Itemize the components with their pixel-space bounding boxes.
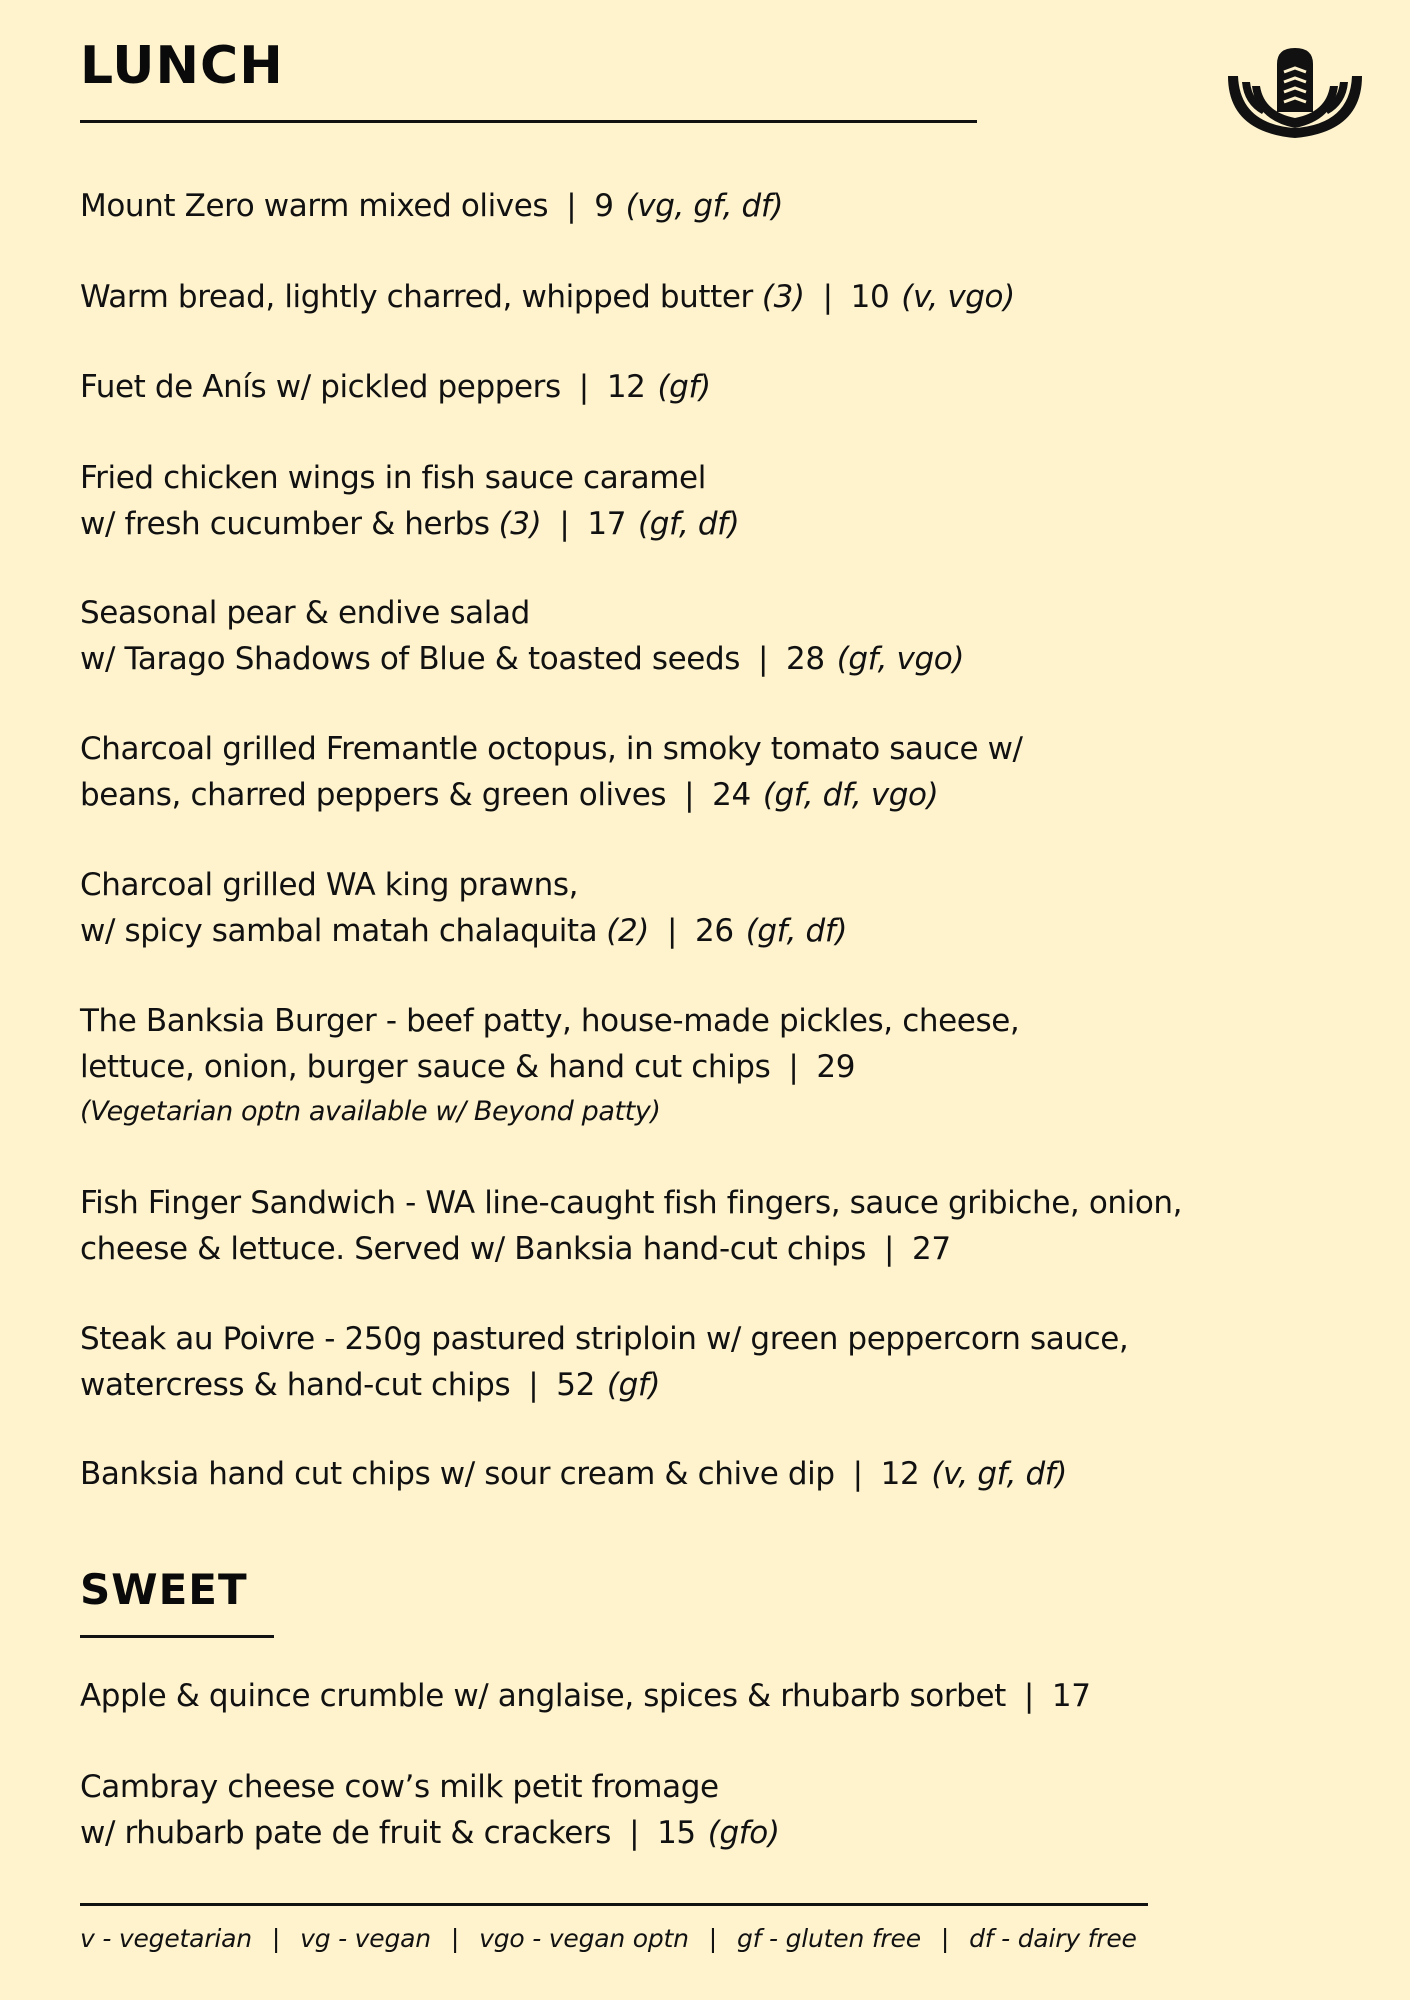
menu-item-dietary-tags: (gf, df) <box>638 506 740 542</box>
menu-item-price: 24 <box>712 777 751 813</box>
menu-item-price: 26 <box>695 913 734 949</box>
menu-item-price: 12 <box>880 1456 920 1492</box>
legend-separator: | <box>940 1924 950 1953</box>
menu-item <box>80 1180 1182 1272</box>
menu-item-quantity: (3) <box>761 279 805 315</box>
legend-entry: df - dairy free <box>969 1924 1137 1953</box>
menu-item <box>80 1673 1103 1719</box>
legend-separator: | <box>450 1924 460 1953</box>
menu-item <box>80 364 711 410</box>
menu-item <box>80 726 1023 818</box>
price-separator: | <box>788 1049 799 1085</box>
legend-separator: | <box>708 1924 718 1953</box>
menu-item-line <box>80 636 964 682</box>
menu-item-description: Fuet de Anís w/ pickled peppers <box>80 369 561 405</box>
menu-item-line <box>80 1362 1128 1408</box>
menu-item-price: 52 <box>556 1367 595 1403</box>
menu-item-dietary-tags: (gfo) <box>707 1815 780 1851</box>
menu-item-price: 9 <box>594 188 614 224</box>
menu-item-line <box>80 455 739 501</box>
menu-item-description: Charcoal grilled Fremantle octopus, in smoky tomato sauce w/ <box>80 731 1023 767</box>
menu-item-line <box>80 1044 1019 1090</box>
menu-item <box>80 455 739 547</box>
price-separator: | <box>852 1456 863 1492</box>
menu-item-line <box>80 862 847 908</box>
menu-item-description: Steak au Poivre - 250g pastured striploin w/ green peppercorn sauce, <box>80 1321 1129 1357</box>
menu-item-line <box>80 1451 1067 1497</box>
menu-item-line <box>80 364 711 410</box>
menu-item-description: Apple & quince crumble w/ anglaise, spices & rhubarb sorbet <box>80 1678 1006 1714</box>
menu-item-price: 17 <box>1051 1678 1091 1714</box>
menu-item-price: 28 <box>786 641 825 677</box>
menu-item-price: 12 <box>606 369 646 405</box>
menu-item-price: 10 <box>850 279 890 315</box>
legend-entry: vgo - vegan optn <box>479 1924 689 1953</box>
menu-item-description: lettuce, onion, burger sauce & hand cut chips <box>80 1049 771 1085</box>
menu-item-description: The Banksia Burger - beef patty, house-made pickles, cheese, <box>80 1003 1020 1039</box>
menu-item-line <box>80 1673 1103 1719</box>
menu-item-line <box>80 726 1023 772</box>
menu-item-line <box>80 183 783 229</box>
menu-item-dietary-tags: (vg, gf, df) <box>625 188 784 224</box>
lunch-heading: LUNCH <box>80 36 284 96</box>
menu-item-line <box>80 908 847 954</box>
menu-item-line <box>80 1316 1128 1362</box>
menu-item-line <box>80 501 739 547</box>
lunch-heading-rule <box>80 120 977 123</box>
menu-item-price: 29 <box>816 1049 856 1085</box>
menu-item <box>80 1764 780 1856</box>
menu-item <box>80 1316 1128 1408</box>
menu-item-description: Warm bread, lightly charred, whipped butter <box>80 279 753 315</box>
price-separator: | <box>578 369 589 405</box>
menu-item-line <box>80 1180 1182 1226</box>
price-separator: | <box>1023 1678 1034 1714</box>
legend-entry: vg - vegan <box>300 1924 431 1953</box>
menu-item-description: Fish Finger Sandwich - WA line-caught fish fingers, sauce gribiche, onion, <box>80 1185 1183 1221</box>
menu-item-line <box>80 1810 780 1856</box>
price-separator: | <box>566 188 577 224</box>
menu-item <box>80 998 1019 1134</box>
menu-item-quantity: (2) <box>606 913 649 949</box>
menu-item-dietary-tags: (v, gf, df) <box>931 1456 1067 1492</box>
menu-item-description: w/ spicy sambal matah chalaquita <box>80 913 598 949</box>
price-separator: | <box>629 1815 640 1851</box>
menu-item-description: Cambray cheese cow’s milk petit fromage <box>80 1769 719 1805</box>
price-separator: | <box>666 913 678 949</box>
legend-entry: gf - gluten free <box>737 1924 921 1953</box>
menu-item-dietary-tags: (v, vgo) <box>901 279 1015 315</box>
menu-item-line <box>80 590 964 636</box>
price-separator: | <box>883 1231 895 1267</box>
menu-item-description: w/ fresh cucumber & herbs <box>80 506 490 542</box>
legend-separator: | <box>271 1924 281 1953</box>
menu-item <box>80 274 1015 320</box>
footer-rule <box>80 1903 1148 1906</box>
sweet-heading-rule <box>80 1635 274 1638</box>
menu-item <box>80 862 847 954</box>
menu-item-description: Mount Zero warm mixed olives <box>80 188 549 224</box>
menu-item-dietary-tags: (gf) <box>657 369 711 405</box>
menu-item-dietary-tags: (gf, df) <box>745 913 848 949</box>
banksia-lotus-logo-icon <box>1222 42 1368 138</box>
menu-item-description: beans, charred peppers & green olives <box>80 777 667 813</box>
sweet-heading: SWEET <box>80 1565 248 1614</box>
price-separator: | <box>822 279 833 315</box>
menu-item-price: 27 <box>912 1231 951 1267</box>
menu-item-description: Charcoal grilled WA king prawns, <box>80 867 579 903</box>
menu-item-description: Seasonal pear & endive salad <box>80 595 530 631</box>
menu-item-price: 15 <box>657 1815 696 1851</box>
menu-item-note: (Vegetarian optn available w/ Beyond patty) <box>80 1096 661 1127</box>
menu-item-line <box>80 274 1015 320</box>
price-separator: | <box>528 1367 539 1403</box>
menu-item <box>80 590 964 682</box>
price-separator: | <box>684 777 695 813</box>
menu-item-description: w/ rhubarb pate de fruit & crackers <box>80 1815 612 1851</box>
menu-item-dietary-tags: (gf, vgo) <box>836 641 965 677</box>
menu-item <box>80 183 783 229</box>
menu-item-description: w/ Tarago Shadows of Blue & toasted seeds <box>80 641 740 677</box>
menu-item-line <box>80 1226 1182 1272</box>
menu-item-description: Fried chicken wings in fish sauce caramel <box>80 460 706 496</box>
menu-item-price: 17 <box>587 506 627 542</box>
menu-item <box>80 1451 1067 1497</box>
price-separator: | <box>758 641 769 677</box>
menu-item-description: cheese & lettuce. Served w/ Banksia hand-cut chips <box>80 1231 866 1267</box>
menu-item-dietary-tags: (gf) <box>606 1367 661 1403</box>
menu-item-line <box>80 998 1019 1044</box>
price-separator: | <box>559 506 570 542</box>
dietary-legend <box>80 1924 1137 1953</box>
menu-item-dietary-tags: (gf, df, vgo) <box>762 777 939 813</box>
menu-item-description: watercress & hand-cut chips <box>80 1367 511 1403</box>
menu-item-line <box>80 772 1023 818</box>
menu-item-description: Banksia hand cut chips w/ sour cream & chive dip <box>80 1456 835 1492</box>
legend-entry: v - vegetarian <box>80 1924 252 1953</box>
menu-item-quantity: (3) <box>498 506 542 542</box>
menu-item-line <box>80 1764 780 1810</box>
